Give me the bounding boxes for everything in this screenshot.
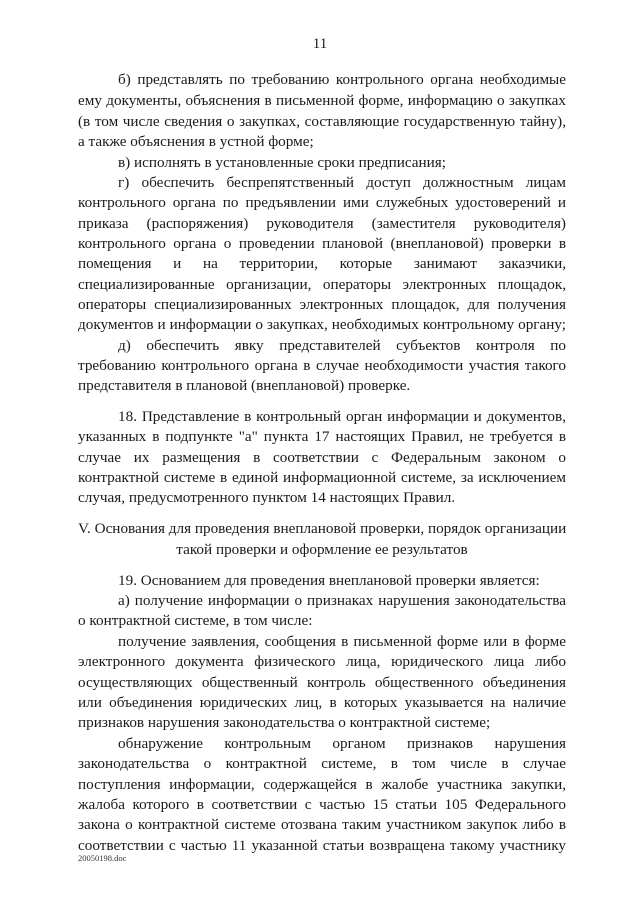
text-line: помещения и на территории, которые занимают заказчики, <box>78 255 566 272</box>
text-line: в) исполнять в установленные сроки предписания; <box>118 154 446 171</box>
text-line: 19. Основанием для проведения внеплановой проверки является: <box>118 572 540 589</box>
text-line: поступления информации, содержащейся в жалобе участника закупки, <box>78 776 566 793</box>
text-line: операторы специализированных электронных площадок, для получения <box>78 296 566 313</box>
text-line: контрольного органа по предъявлении ими служебных удостоверений и <box>78 194 566 211</box>
text-line: признаков нарушения законодательства о контрактной системе; <box>78 714 491 731</box>
text-line: требованию контрольного органа в случае необходимости участия такого <box>78 357 566 374</box>
text-line: (в том числе сведения о закупках, составляющие государственную тайну), <box>78 113 566 130</box>
text-line: осуществляющих общественный контроль общественного объединения <box>78 674 566 691</box>
section-heading-line: такой проверки и оформление ее результатов <box>176 541 468 558</box>
text-line: случая, предусмотренного пунктом 14 настоящих Правил. <box>78 489 456 506</box>
text-line: а также объяснения в устной форме; <box>78 133 314 150</box>
text-line: получение заявления, сообщения в письменной форме или в форме <box>118 633 566 650</box>
text-line: контрольного органа о проведении плановой (внеплановой) проверки в <box>78 235 566 252</box>
text-line: б) представлять по требованию контрольного органа необходимые <box>118 71 566 88</box>
text-line: о контрактной системе, в том числе: <box>78 612 313 629</box>
text-line: а) получение информации о признаках нарушения законодательства <box>118 592 566 609</box>
text-line: контрактной системе в единой информационной системе, за исключением <box>78 469 566 486</box>
page-number: 11 <box>312 36 328 52</box>
text-line: специализированные организации, операторы электронных площадок, <box>78 276 566 293</box>
text-line: приказа (распоряжения) руководителя (заместителя руководителя) <box>78 215 566 232</box>
text-line: д) обеспечить явку представителей субъектов контроля по <box>118 337 566 354</box>
text-line: закона о контрактной системе отозвана таким участником закупок либо в <box>78 816 566 833</box>
section-heading-line: V. Основания для проведения внеплановой проверки, порядок организации <box>78 520 567 537</box>
text-line: случае их размещения в соответствии с Федеральным законом о <box>78 449 566 466</box>
text-line: представителя в плановой (внеплановой) проверке. <box>78 377 411 394</box>
text-line: указанных в подпункте "а" пункта 17 настоящих Правил, не требуется в <box>78 428 566 445</box>
text-line: электронного документа физического лица, юридического лица либо <box>78 653 566 670</box>
text-line: 18. Представление в контрольный орган информации и документов, <box>118 408 566 425</box>
text-line: документов и информации о закупках, необходимых контрольному органу; <box>78 316 566 333</box>
text-line: ему документы, объяснения в письменной форме, информацию о закупках <box>78 92 566 109</box>
text-line: соответствии с частью 11 указанной статьи возвращена такому участнику <box>78 837 566 854</box>
text-line: или объединения юридических лиц, в которых указывается на наличие <box>78 694 566 711</box>
text-line: жалоба которого в соответствии с частью 15 статьи 105 Федерального <box>78 796 566 813</box>
text-line: обнаружение контрольным органом признаков нарушения <box>118 735 566 752</box>
footer-filename: 20050198.doc <box>78 853 127 863</box>
text-line: законодательства о контрактной системе, в том числе в случае <box>78 755 566 772</box>
text-line: г) обеспечить беспрепятственный доступ должностным лицам <box>118 174 566 191</box>
